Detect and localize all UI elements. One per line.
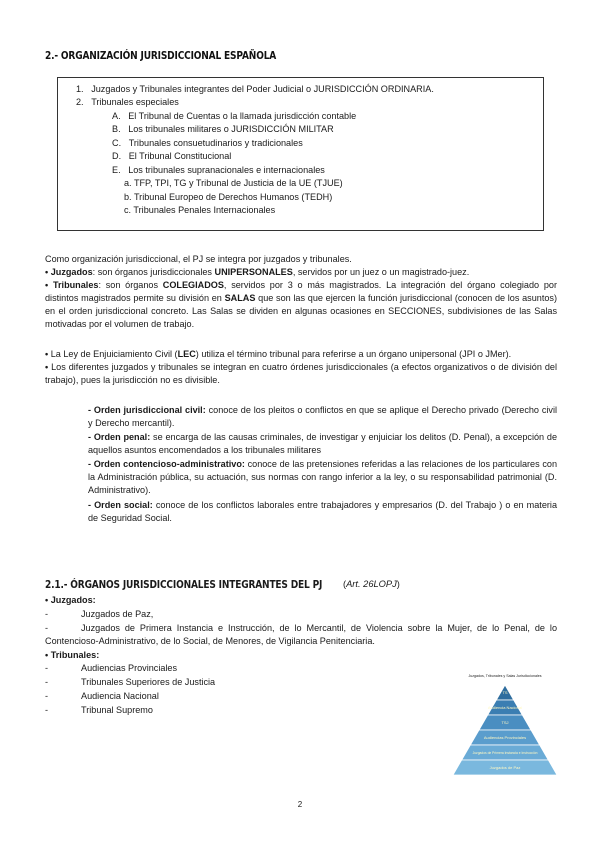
lec-paragraph: • La Ley de Enjuiciamiento Civil (LEC) utiliza el término tribunal para referirse a un órgano unipersonal (JPI o JMer). • Los diferentes juzgados y tribunales se integran en cuatro órdenes jurisdiccionales (a efectos organizativos o de división del trabajo), pues la jurisdicción no es divisible. (45, 349, 557, 385)
toc-item-2: 2. Tribunales especiales (76, 97, 179, 107)
pyramid-level-label: Audiencia Nacional (487, 704, 523, 710)
pyramid-level-label: TS (502, 689, 508, 695)
section2-reference: (Art. 26LOPJ) (343, 579, 400, 589)
section2-title: 2.1.- ÓRGANOS JURISDICCIONALES INTEGRANTES DEL PJ (45, 579, 323, 591)
tribunal-item: Tribunal Supremo (81, 705, 153, 715)
pyramid-level-label: Audiencias Provinciales (483, 734, 527, 740)
juzgado-item: Juzgados de Paz, (81, 609, 154, 619)
tribunal-item: Audiencia Nacional (81, 691, 159, 701)
toc-sub-item-c: C. Tribunales consuetudinarios y tradicionales (112, 138, 303, 148)
page-number: 2 (297, 800, 303, 809)
orden-penal: - Orden penal: se encarga de las causas criminales, de investigar y enjuiciar los delitos (D. Penal), a excepción de aquellos asuntos encomendados a los tribunales militares (88, 432, 558, 455)
orden-contencioso: - Orden contencioso-administrativo: conoce de las pretensiones referidas a las relaciones de los particulares con la Administración pública, su actuación, sus normas con rango inferior a la ley, o su responsabilidad patrimonial (D. Administrativo). (88, 459, 557, 495)
intro-text: Como organización jurisdiccional, el PJ se integra por juzgados y tribunales. (45, 254, 352, 264)
toc-sub-sub-item-b: b. Tribunal Europeo de Derechos Humanos (TEDH) (124, 192, 333, 202)
tribunales-label: • Tribunales: (45, 650, 100, 660)
toc-sub-item-a: A. El Tribunal de Cuentas o la llamada jurisdicción contable (112, 111, 357, 121)
juzgados-paragraph: • Juzgados: son órganos jurisdiccionales UNIPERSONALES, servidos por un juez o un magistrado-juez. (45, 266, 470, 277)
section-title: 2.- ORGANIZACIÓN JURISDICCIONAL ESPAÑOLA (45, 50, 277, 62)
orden-civil: - Orden jurisdiccional civil: conoce de los pleitos o conflictos en que se aplique el Derecho privado (Derecho civil y Derecho mercantil). (88, 405, 557, 428)
pyramid-level-label: Juzgados de Primera Instancia e Instrucción (472, 750, 538, 755)
toc-sub-sub-item-c: c. Tribunales Penales Internacionales (124, 205, 276, 215)
toc-sub-sub-item-a: a. TFP, TPI, TG y Tribunal de Justicia de la UE (TJUE) (124, 178, 343, 188)
toc-sub-item-b: B. Los tribunales militares o JURISDICCIÓN MILITAR (112, 124, 334, 134)
toc-box (57, 77, 544, 231)
toc-sub-item-d: D. El Tribunal Constitucional (112, 151, 232, 161)
orden-social: - Orden social: conoce de los conflictos laborales entre trabajadores y empresarios (D. del Trabajo ) o en materia de Seguridad Social. (88, 500, 557, 523)
juzgado-item: Juzgados de Primera Instancia e Instrucción, de lo Mercantil, de Violencia sobre la Mujer, de lo Penal, de lo Contencioso-Administrativo, de lo Social, de Menores, de Vigilancia Penitenciaria. (45, 623, 557, 646)
juzgados-label: • Juzgados: (45, 595, 96, 605)
judicial-pyramid-diagram (445, 671, 565, 779)
document-page: 2.- ORGANIZACIÓN JURISDICCIONAL ESPAÑOLA 1. Juzgados y Tribunales integrantes del Poder Judicial o JURISDICCIÓN ORDINARIA. 2. Tribunales especiales A. El Tribunal de Cuentas o la llamada jurisdicción contable B. Los tribunales militares o JURISDICCIÓN MILITAR C. Tribunales consuetudinarios y tradicionales D. El Tribunal Constitucional E. Los tribunales supranacionales e internacionales a. TFP, TPI, TG y Tribunal de Justicia de la UE (TJUE) b. Tribunal Europeo de Derechos Humanos (TEDH) c. Tribunales Penales Internacionales Como organización jurisdiccional, el PJ se integra por juzgados y tribunales. • Juzgados: son órganos jurisdiccionales UNIPERSONALES, servidos por un juez o un magistrado-juez. • Tribunales: son órganos COLEGIADOS, servidos por 3 o más magistrados. La integración del órgano colegiado por distintos magistrados permite su división en SALAS que son las que ejercen la función jurisdiccional (conocen de los asuntos) en el orden jurisdiccional concreto. Las Salas se dividen en algunas ocasiones en SECCIONES, subdivisiones de las Salas motivadas por el volumen de trabajo. • La Ley de Enjuiciamiento Civil (LEC) utiliza el término tribunal para referirse a un órgano unipersonal (JPI o JMer). • Los diferentes juzgados y tribunales se integran en cuatro órdenes jurisdiccionales (a efectos organizativos o de división del trabajo), pues la jurisdicción no es divisible. - Orden jurisdiccional civil: conoce de los pleitos o conflictos en que se aplique el Derecho privado (Derecho civil y Derecho mercantil). - Orden penal: se encarga de las causas criminales, de investigar y enjuiciar los delitos (D. Penal), a excepción de aquellos asuntos encomendados a los tribunales militares - Orden contencioso-administrativo: conoce de las pretensiones referidas a las relaciones de los particulares con la Administración pública, su actuación, sus normas con rango inferior a la ley, o su responsabilidad patrimonial (D. Administrativo). - Orden social: conoce de los conflictos laborales entre trabajadores y empresarios (D. del Trabajo ) o en materia de Seguridad Social. 2.1.- ÓRGANOS JURISDICCIONALES INTEGRANTES DEL PJ (Art. 26LOPJ) • Juzgados: - Juzgados de Paz, - Juzgados de Primera Instancia e Instrucción, de lo Mercantil, de Violencia sobre la Mujer, de lo Penal, de lo Contencioso-Administrativo, de lo Social, de Menores, de Vigilancia Penitenciaria. • Tribunales: - Audiencias Provinciales - Tribunales Superiores de Justicia - Audiencia Nacional - Tribunal Supremo Juzgados, Tribunales y Salas Jurisdiccionales TS Audiencia Nacional TSJ Audiencias Provinciales Juzgados de Primera Instancia e Instrucción Juzgados de Paz 2 (0, 0, 600, 848)
intro-paragraph (45, 253, 557, 330)
tribunal-item: Audiencias Provinciales (81, 663, 178, 673)
pyramid-level-label: TSJ (501, 719, 509, 725)
section2-heading (45, 578, 400, 593)
ordenes-intro: • Los diferentes juzgados y tribunales se integran en cuatro órdenes jurisdiccionales (a efectos organizativos o de división del trabajo), pues la jurisdicción no es divisible. (45, 361, 557, 385)
tribunal-item: Tribunales Superiores de Justicia (81, 677, 216, 687)
toc-sub-item-e: E. Los tribunales supranacionales e internacionales (112, 165, 325, 175)
toc-item-1: 1. Juzgados y Tribunales integrantes del Poder Judicial o JURISDICCIÓN ORDINARIA. (76, 84, 434, 94)
pyramid-level-label: Juzgados de Paz (489, 764, 521, 770)
pyramid-caption: Juzgados, Tribunales y Salas Jurisdiccionales (468, 674, 542, 678)
tribunales-paragraph: • Tribunales: son órganos COLEGIADOS, servidos por 3 o más magistrados. La integración del órgano colegiado por distintos magistrados permite su división en SALAS que son las que ejercen la función jurisdiccional (conocen de los asuntos) en el orden jurisdiccional concreto. Las Salas se dividen en algunas ocasiones en SECCIONES, subdivisiones de las Salas motivadas por el volumen de trabajo. (45, 279, 558, 329)
